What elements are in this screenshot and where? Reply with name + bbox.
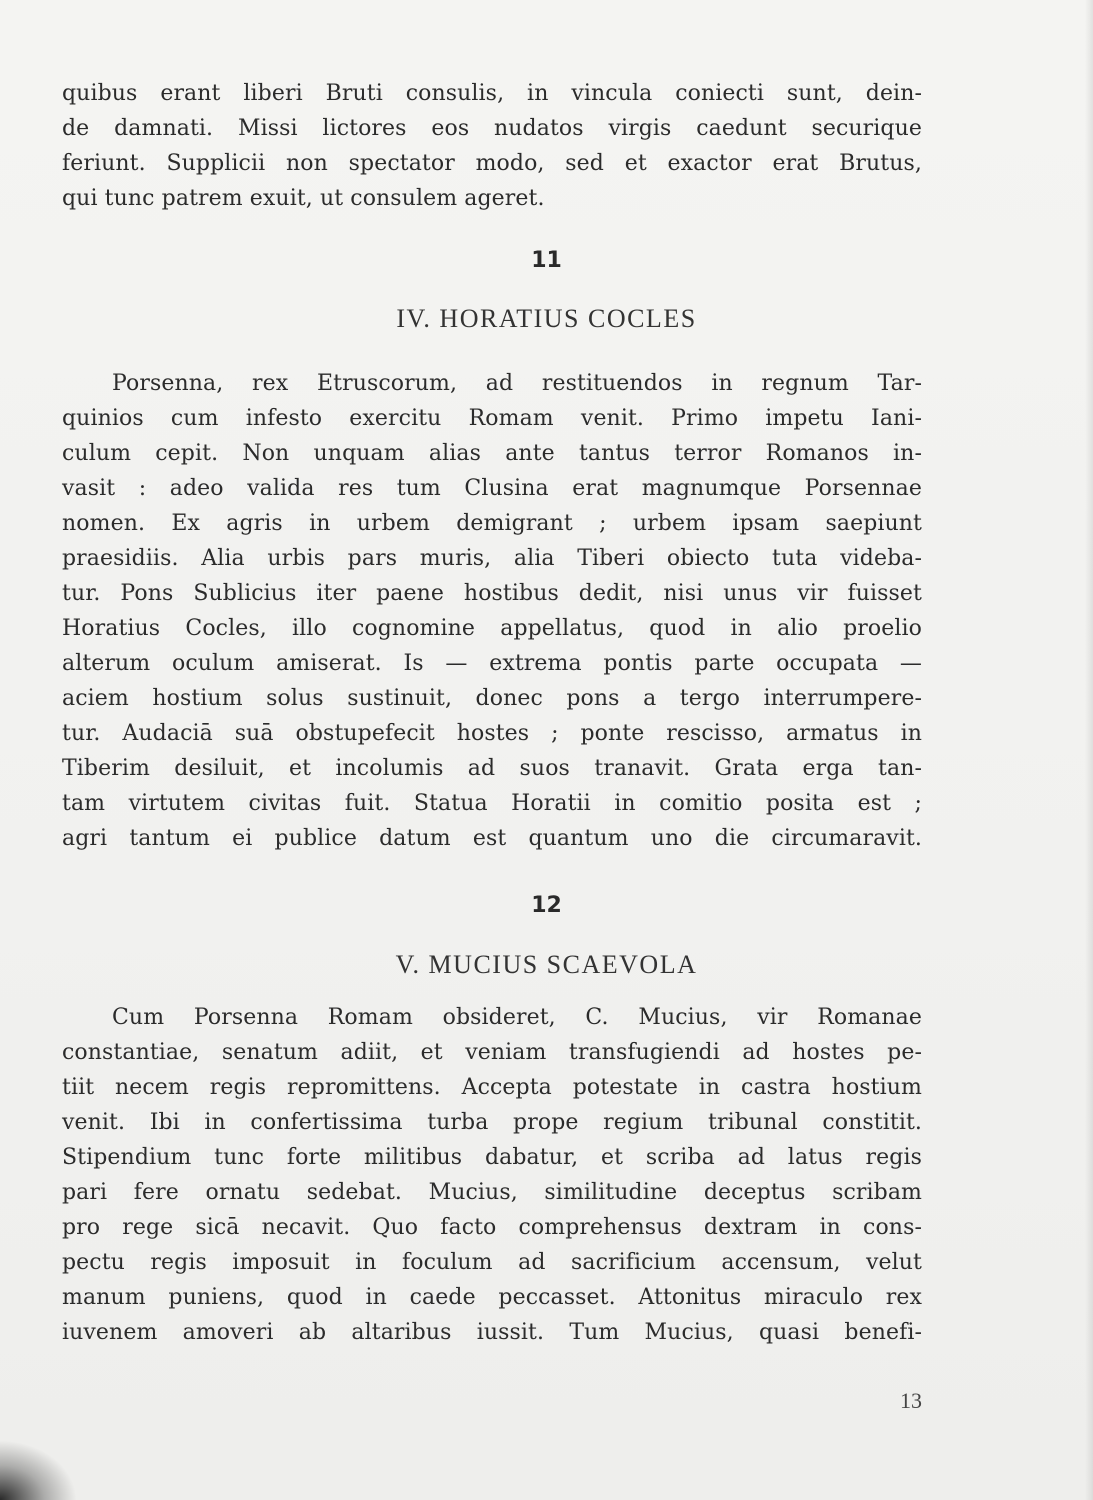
text-line: feriunt. Supplicii non spectator modo, sed et exactor erat Brutus, — [62, 151, 922, 176]
text-line: tur. Audaciā suā obstupefecit hostes ; ponte rescisso, armatus in — [62, 721, 922, 746]
corner-shadow — [0, 1430, 90, 1500]
horatius-paragraph — [62, 366, 922, 856]
text-line: alterum oculum amiserat. Is — extrema pontis parte occupata — — [62, 651, 922, 676]
text-line: de damnati. Missi lictores eos nudatos virgis caedunt securique — [62, 116, 922, 141]
text-line: tam virtutem civitas fuit. Statua Horatii in comitio posita est ; — [62, 791, 922, 816]
text-line: aciem hostium solus sustinuit, donec pons a tergo interrumpere- — [62, 686, 922, 711]
text-line: Horatius Cocles, illo cognomine appellatus, quod in alio proelio — [62, 616, 922, 641]
text-line: iuvenem amoveri ab altaribus iussit. Tum Mucius, quasi benefi- — [62, 1320, 922, 1345]
mucius-paragraph — [62, 1000, 922, 1350]
text-line: constantiae, senatum adiit, et veniam transfugiendi ad hostes pe- — [62, 1040, 922, 1065]
page-edge-shadow — [1085, 0, 1093, 1500]
top-paragraph — [62, 76, 922, 216]
text-line: venit. Ibi in confertissima turba prope regium tribunal constitit. — [62, 1110, 922, 1135]
text-line: qui tunc patrem exuit, ut consulem ageret. — [62, 186, 545, 211]
text-line: Cum Porsenna Romam obsideret, C. Mucius, vir Romanae — [112, 1005, 922, 1030]
text-line: agri tantum ei publice datum est quantum uno die circumaravit. — [62, 826, 922, 851]
text-line: praesidiis. Alia urbis pars muris, alia Tiberi obiecto tuta videba- — [62, 546, 922, 571]
text-line: Stipendium tunc forte militibus dabatur, et scriba ad latus regis — [62, 1145, 922, 1170]
text-line: pari fere ornatu sedebat. Mucius, similitudine deceptus scribam — [62, 1180, 922, 1205]
text-line: pectu regis imposuit in foculum ad sacrificium accensum, velut — [62, 1250, 922, 1275]
text-line: Porsenna, rex Etruscorum, ad restituendos in regnum Tar- — [112, 371, 922, 396]
text-line: quibus erant liberi Bruti consulis, in vincula coniecti sunt, dein- — [62, 81, 922, 106]
text-line: culum cepit. Non unquam alias ante tantus terror Romanos in- — [62, 441, 922, 466]
text-line: pro rege sicā necavit. Quo facto comprehensus dextram in cons- — [62, 1215, 922, 1240]
section-number: 11 — [531, 248, 562, 273]
text-line: tur. Pons Sublicius iter paene hostibus dedit, nisi unus vir fuisset — [62, 581, 922, 606]
text-line: vasit : adeo valida res tum Clusina erat magnumque Porsennae — [62, 476, 922, 501]
section-heading: IV. HORATIUS COCLES — [396, 304, 697, 333]
text-line: manum puniens, quod in caede peccasset. Attonitus miraculo rex — [62, 1285, 922, 1310]
section-number: 12 — [531, 893, 562, 918]
section-heading: V. MUCIUS SCAEVOLA — [395, 950, 698, 979]
text-line: quinios cum infesto exercitu Romam venit. Primo impetu Iani- — [62, 406, 922, 431]
text-line: tiit necem regis repromittens. Accepta potestate in castra hostium — [62, 1075, 922, 1100]
text-line: Tiberim desiluit, et incolumis ad suos tranavit. Grata erga tan- — [62, 756, 922, 781]
page-number: 13 — [900, 1388, 922, 1413]
text-line: nomen. Ex agris in urbem demigrant ; urbem ipsam saepiunt — [62, 511, 922, 536]
